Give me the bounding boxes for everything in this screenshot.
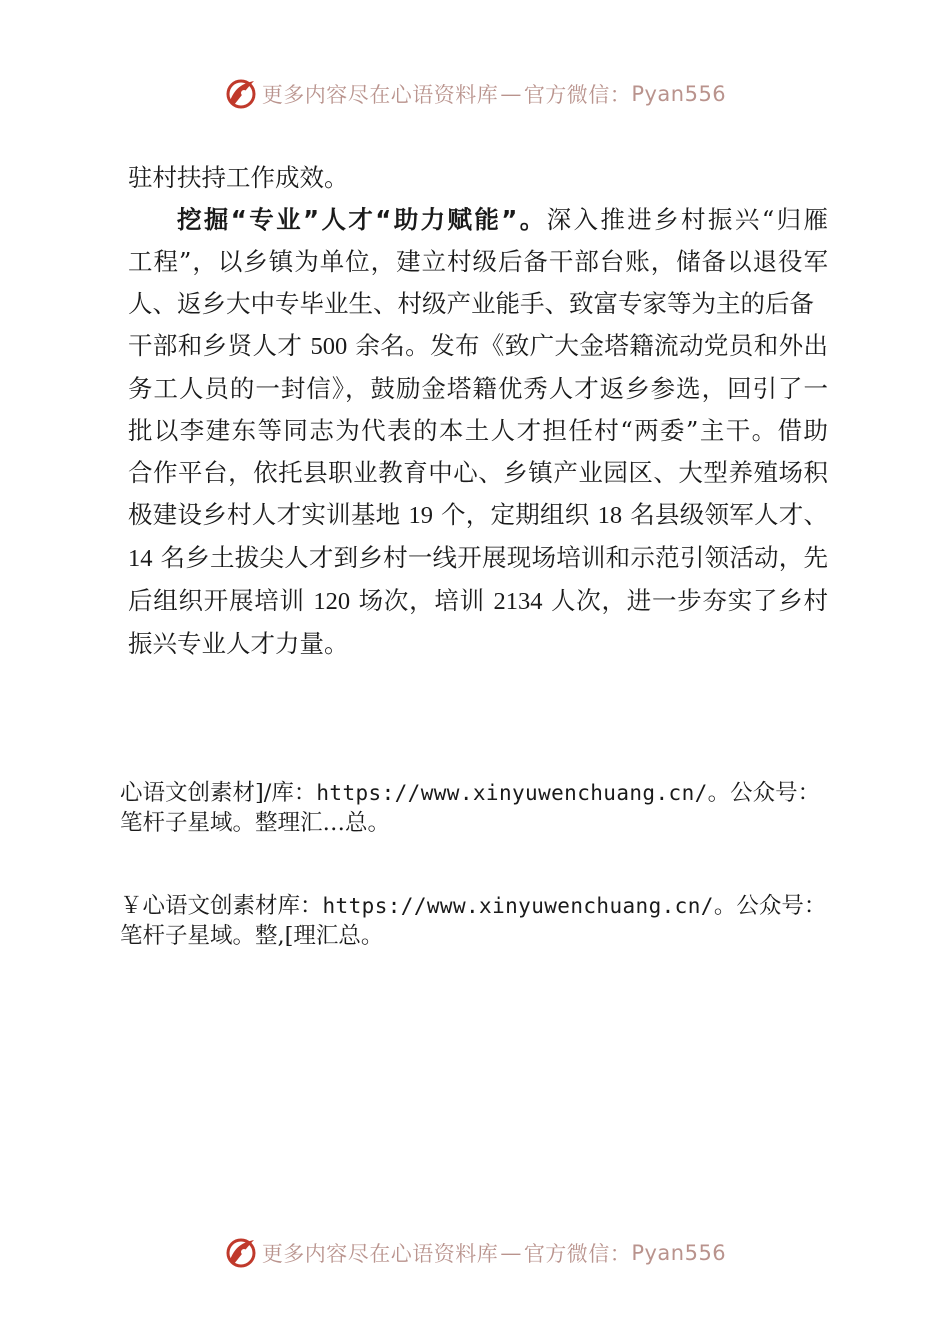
article-line: 工程”，以乡镇为单位，建立村级后备干部台账，储备以退役军 [128,247,828,276]
article-line [128,580,828,623]
article-body [128,157,828,665]
article-text: 名乡土拔尖人才到乡村一线开展现场培训和示范引领活动，先 [160,543,829,572]
banner-wechat-id: Pyan556 [631,82,727,106]
article-line: 驻村扶持工作成效。 [128,163,349,192]
source-note-line: 笔杆子星域。整,[理汇总。 [120,923,384,949]
article-text: 名县级领军人才、 [630,500,829,529]
article-text: 人次，进一步夯实了乡村 [550,586,829,615]
article-text: 场次，培训 [358,586,485,615]
article-line: 人、返乡大中专毕业生、村级产业能手、致富专家等为主的后备 [128,289,814,318]
article-number: 14 [128,545,153,572]
article-line [128,537,828,580]
article-number: 120 [313,588,351,615]
article-number: 2134 [493,588,543,615]
article-number: 19 [408,502,433,529]
article-line [128,199,828,241]
banner-dash: — [500,82,522,106]
source-url: https://www.xinyuwenchuang.cn/ [316,781,708,805]
source-note-line [120,891,860,921]
source-note-text: 心语文创素材]/库： [120,780,317,806]
xinyu-logo-icon [224,77,258,111]
banner-dash: — [500,1241,522,1265]
source-note-line [120,778,860,808]
article-text: 干部和乡贤人才 [128,331,303,360]
banner-wechat-id: Pyan556 [631,1241,727,1265]
xinyu-logo-icon [224,1236,258,1270]
article-number: 500 [310,333,348,360]
article-line: 振兴专业人才力量。 [128,629,349,658]
source-note-text: 。公众号： [707,780,821,806]
source-note-text: ￥心语文创素材库： [120,893,323,919]
article-number: 18 [597,502,623,529]
article-line [128,325,828,368]
article-line: 务工人员的一封信》，鼓励金塔籍优秀人才返乡参选，回引了一 [128,374,828,403]
source-note-1 [120,778,860,838]
article-line: 批以李建东等同志为代表的本土人才担任村“两委”主干。借助 [128,416,828,445]
banner-slogan: 更多内容尽在心语资料库 [261,1242,499,1266]
article-text: 余名。发布《致广大金塔籍流动党员和外出 [355,331,828,360]
banner-slogan: 更多内容尽在心语资料库 [261,83,499,107]
article-text: 深入推进乡村振兴“归雁 [546,205,828,234]
article-text: 后组织开展培训 [128,586,305,615]
source-url: https://www.xinyuwenchuang.cn/ [322,894,714,918]
article-text: 极建设乡村人才实训基地 [128,500,401,529]
article-line [128,494,828,537]
source-note-text: 。公众号： [713,893,827,919]
header-banner [0,74,950,114]
banner-label: 官方微信： [523,1242,632,1266]
source-note-2 [120,891,860,951]
article-line: 合作平台，依托县职业教育中心、乡镇产业园区、大型养殖场积 [128,458,828,487]
banner-label: 官方微信： [523,83,632,107]
source-note-line: 笔杆子星域。整理汇…总。 [120,810,391,836]
article-text: 个，定期组织 [441,500,590,529]
footer-banner [0,1233,950,1273]
section-heading: 挖掘“专业”人才“助力赋能”。 [177,205,547,234]
